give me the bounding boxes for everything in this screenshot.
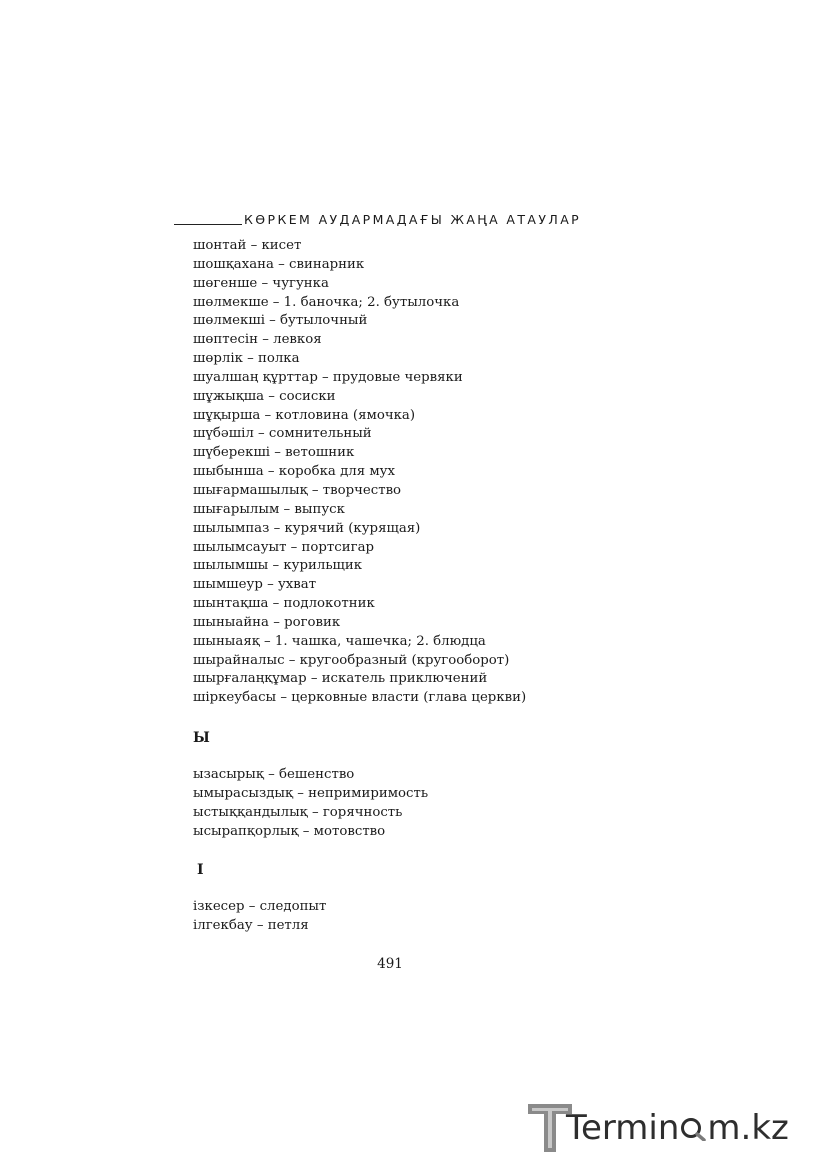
header-rule [174, 224, 242, 225]
section-heading-y: Ы [193, 730, 210, 746]
logo-text-start: Termin [566, 1108, 680, 1148]
dictionary-entry: шыныаяқ – 1. чашка, чашечка; 2. блюдца [193, 633, 486, 649]
dictionary-entry: шөгенше – чугунка [193, 275, 329, 291]
dictionary-entry: ыстыққандылық – горячность [193, 804, 403, 820]
dictionary-entry: ізкесер – следопыт [193, 899, 327, 914]
dictionary-entry: шылымсауыт – портсигар [193, 539, 375, 555]
dictionary-entry: шөлмекші – бутылочный [193, 313, 368, 329]
dictionary-entry: ызасырық – бешенство [193, 767, 355, 782]
entry-list-i [193, 898, 326, 936]
dictionary-entry: шынтақша – подлокотник [193, 596, 375, 612]
dictionary-entry: шошқахана – свинарник [193, 256, 365, 272]
dictionary-entry: шыныайна – роговик [193, 614, 341, 630]
magnifier-icon [680, 1110, 706, 1136]
running-header [174, 212, 581, 228]
dictionary-entry: шырайналыс – кругообразный (кругооборот) [193, 652, 510, 668]
dictionary-entry: ысырапқорлық – мотовство [193, 823, 386, 839]
dictionary-entry: шұқырша – котловина (ямочка) [193, 407, 416, 423]
dictionary-entry: шұжықша – сосиски [193, 388, 336, 404]
dictionary-entry: шығармашылық – творчество [193, 482, 402, 498]
dictionary-entry: ілгекбау – петля [193, 917, 309, 933]
dictionary-entry: шырғалаңқұмар – искатель приключений [193, 671, 488, 687]
dictionary-entry: шөрлік – полка [193, 351, 300, 367]
dictionary-entry: шонтай – кисет [193, 238, 302, 253]
dictionary-entry: шіркеубасы – церковные власти (глава церкви) [193, 690, 527, 706]
entry-list-sh [193, 237, 526, 708]
dictionary-entry: шыбынша – коробка для мух [193, 464, 396, 480]
header-title: КӨРКЕМ АУДАРМАДАҒЫ ЖАҢА АТАУЛАР [244, 212, 582, 227]
page-number: 491 [377, 956, 403, 972]
termincom-logo[interactable] [522, 1098, 822, 1158]
dictionary-entry: шығарылым – выпуск [193, 501, 345, 517]
dictionary-entry: шылымпаз – курячий (курящая) [193, 520, 421, 536]
dictionary-entry: ымырасыздық – непримиримость [193, 785, 429, 801]
dictionary-entry: шөлмекше – 1. баночка; 2. бутылочка [193, 294, 460, 310]
dictionary-entry: шүбәшіл – сомнительный [193, 426, 372, 442]
dictionary-entry: шуалшаң құрттар – прудовые червяки [193, 369, 463, 385]
entry-list-y [193, 766, 428, 841]
dictionary-entry: шымшеур – ухват [193, 577, 317, 593]
dictionary-entry: шөптесін – левкоя [193, 332, 322, 348]
section-heading-i: І [197, 862, 204, 878]
logo-text [566, 1108, 789, 1148]
logo-text-end: m.kz [707, 1108, 789, 1148]
dictionary-entry: шүберекші – ветошник [193, 445, 355, 461]
dictionary-entry: шылымшы – курильщик [193, 558, 363, 574]
